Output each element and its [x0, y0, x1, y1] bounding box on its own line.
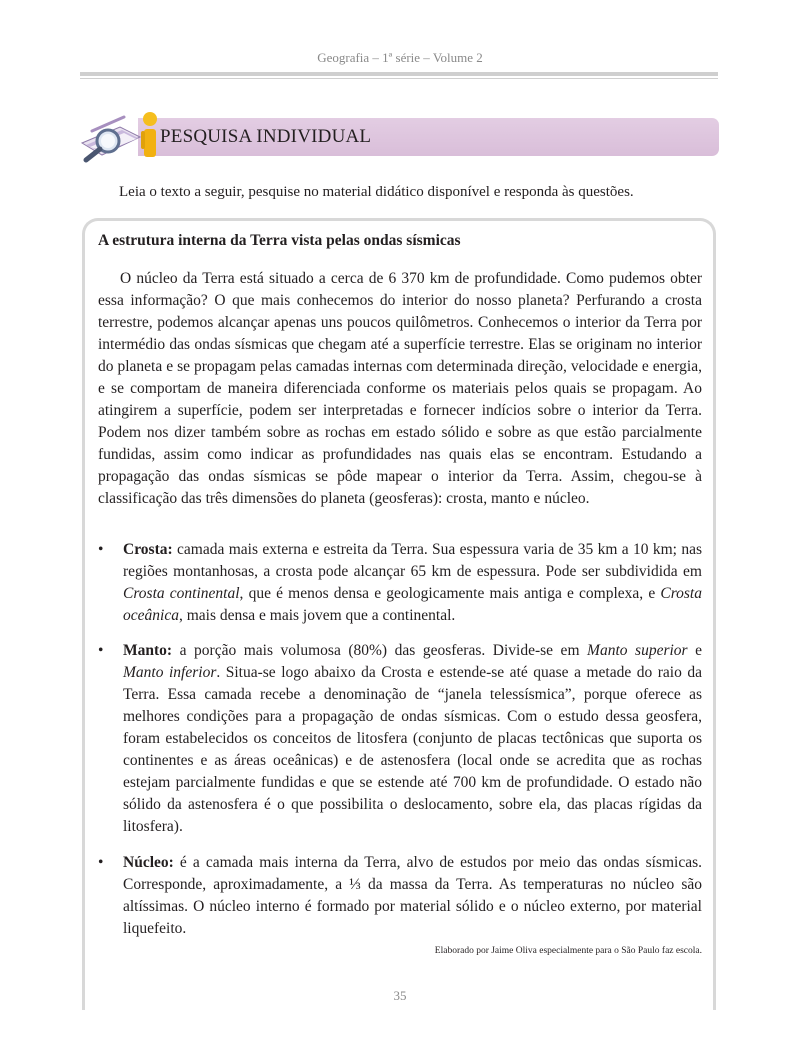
instruction-text: Leia o texto a seguir, pesquise no material didático disponível e responda às questões. [119, 184, 634, 200]
intro-paragraph: O núcleo da Terra está situado a cerca de 6 370 km de profundidade. Como pudemos obter essa informação? O que mais conhecemos do interior do nosso planeta? Perfurando a crosta terrestre, podemos alcançar apenas uns poucos quilômetros. Conhecemos o interior da Terra por intermédio das ondas sísmicas que chegam até a superfície terrestre. Elas se originam no interior do planeta e se propagam pelas camadas internas com determinada direção, velocidade e energia, e se comportam de maneira diferenciada conforme os materiais pelos quais se propagam. Ao atingirem a superfície, podem ser interpretadas e fornecer indícios sobre o interior da Terra. Podem nos dizer também sobre as rochas em estado sólido e sobre as que estão parcialmente fundidas, assim como indicar as profundidades nas quais elas se encontram. Estudando a propagação das ondas sísmicas se pôde mapear o interior da Terra. Assim, chegou-se à classificação das três dimensões do planeta (geosferas): crosta, manto e núcleo. [98, 270, 702, 507]
section-banner [138, 118, 719, 156]
running-head: Geografia – 1ª série – Volume 2 [317, 50, 483, 65]
bullet-term: Crosta: [123, 541, 173, 558]
source-credit: Elaborado por Jaime Oliva especialmente para o São Paulo faz escola. [434, 946, 702, 956]
bullet-text: Manto: a porção mais volumosa (80%) das geosferas. Divide-se em Manto superior e Manto inferior. Situa-se logo abaixo da Crosta e estende-se até quase a metade do raio da Terra. Essa camada recebe a denominação de “janela telessísmica”, porque oferece as melhores condições para a propagação de ondas sísmicas. Com o estudo dessa geosfera, foram estabelecidos os conceitos de litosfera (conjunto de placas tectônicas que suporta os continentes e as áreas oceânicas) e de astenosfera (local onde se acredita que as rochas estejam parcialmente fundidas e que se estende até 700 km de profundidade. O estado não sólido da astenosfera é o que possibilita o deslocamento, sobre ela, das placas rígidas da litosfera). [123, 642, 703, 835]
header-rule [80, 72, 718, 76]
box-title: A estrutura interna da Terra vista pelas ondas sísmicas [98, 232, 461, 249]
bullet-text: Núcleo: é a camada mais interna da Terra, alvo de estudos por meio das ondas sísmicas. Corresponde, aproximadamente, a ⅓ da massa da Terra. As temperaturas no núcleo são altíssimas. O núcleo interno é formado por material sólido e o núcleo externo, por material liquefeito. [123, 854, 702, 937]
magnifier-book-person-icon [78, 105, 168, 165]
section-title: PESQUISA INDIVIDUAL [160, 126, 372, 147]
bullet-text: Crosta: camada mais externa e estreita da Terra. Sua espessura varia de 35 km a 10 km; nas regiões montanhosas, a crosta pode alcançar 65 km de espessura. Pode ser subdividida em Crosta continental, que é menos densa e geologicamente mais antiga e complexa, e Crosta oceânica, mais densa e mais jovem que a continental. [123, 541, 702, 624]
bullet-dot-icon: • [98, 642, 104, 659]
page-number: 35 [393, 988, 407, 1003]
bullet-term: Núcleo: [123, 854, 174, 871]
header-rule-thin [80, 78, 718, 79]
bullet-term: Manto: [123, 642, 173, 659]
bullet-dot-icon: • [98, 854, 104, 871]
bullet-dot-icon: • [98, 541, 104, 558]
